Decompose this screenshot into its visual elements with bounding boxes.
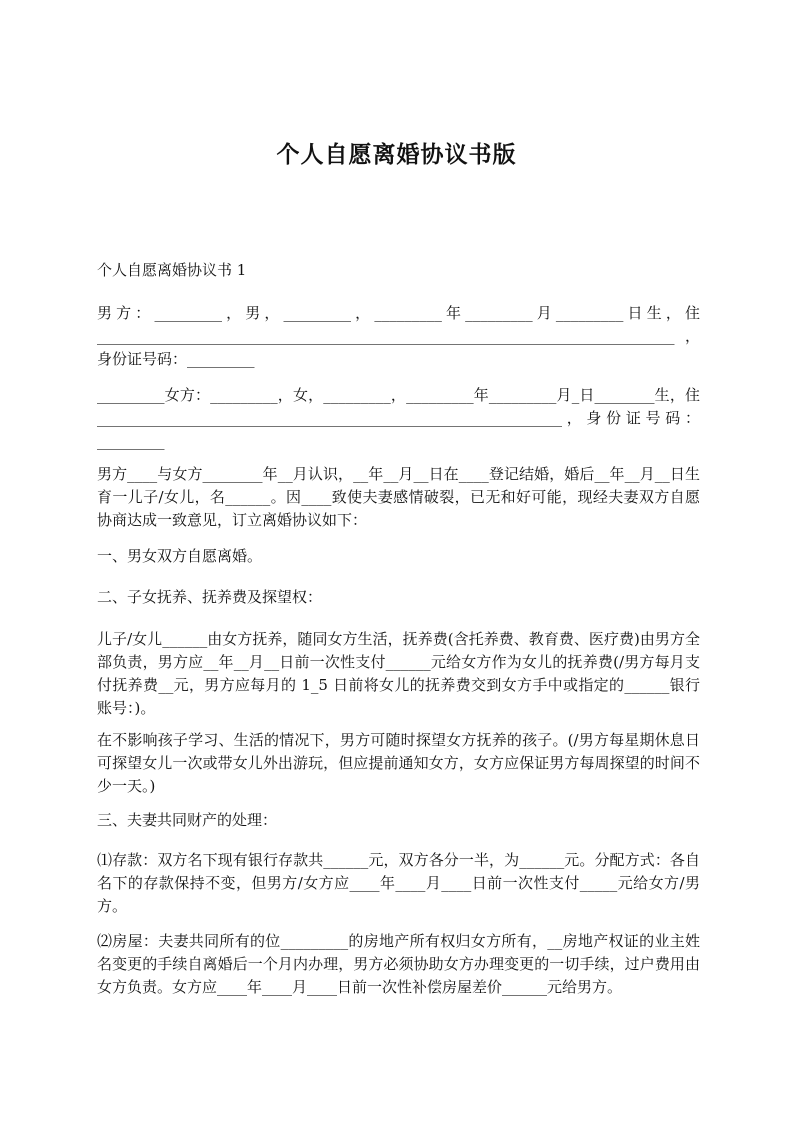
paragraph-deposits: ⑴存款：双方名下现有银行存款共______元，双方各分一半，为______元。分配方式：各自名下的存款保持不变，但男方/女方应____年____月____日前一次性支付_____元给女方/男方。: [97, 851, 700, 915]
paragraph-child-support: 儿子/女儿______由女方抚养，随同女方生活，抚养费(含托养费、教育费、医疗费)由男方全部负责，男方应__年__月__日前一次性支付______元给女方作为女儿的抚养费(/男方每月支付抚养费__元，男方应每月的 1_5 日前将女儿的抚养费交到女方手中或指定的______银行账号：)。: [97, 630, 700, 717]
clause-1-divorce: 一、男女双方自愿离婚。: [97, 547, 263, 565]
paragraph-marriage-background: 男方____与女方________年__月认识，__年__月__日在____登记结婚，婚后__年__月__日生育一儿子/女儿，名______。因____致使夫妻感情破裂，已无和好可能，现经夫妻双方自愿协商达成一致意见，订立离婚协议如下：: [97, 465, 700, 529]
paragraph-visitation: 在不影响孩子学习、生活的情况下，男方可随时探望女方抚养的孩子。(/男方每星期休息日可探望女儿一次或带女儿外出游玩，但应提前通知女方，女方应保证男方每周探望的时间不少一天。): [97, 731, 700, 795]
section-heading-agreement-1: 个人自愿离婚协议书 1: [97, 261, 247, 279]
clause-3-heading: 三、夫妻共同财产的处理：: [97, 811, 278, 829]
paragraph-wife-info: _________女方：_________，女，_________，_________年_________月_日________生，住______________________________________________________________，身份证号码：_________: [97, 386, 700, 450]
paragraph-house: ⑵房屋：夫妻共同所有的位_________的房地产所有权归女方所有，__房地产权证的业主姓名变更的手续自离婚后一个月内办理，男方必须协助女方办理变更的一切手续，过户费用由女方负责。女方应____年____月____日前一次性补偿房屋差价______元给男方。: [97, 932, 700, 996]
paragraph-husband-info: 男方：_________，男，_________，_________年_________月_________日生，住_____________________________________________________________________________，身份证号码：_________: [97, 304, 700, 368]
clause-2-heading: 二、子女抚养、抚养费及探望权：: [97, 588, 323, 606]
document-title: 个人自愿离婚协议书版: [276, 141, 517, 168]
